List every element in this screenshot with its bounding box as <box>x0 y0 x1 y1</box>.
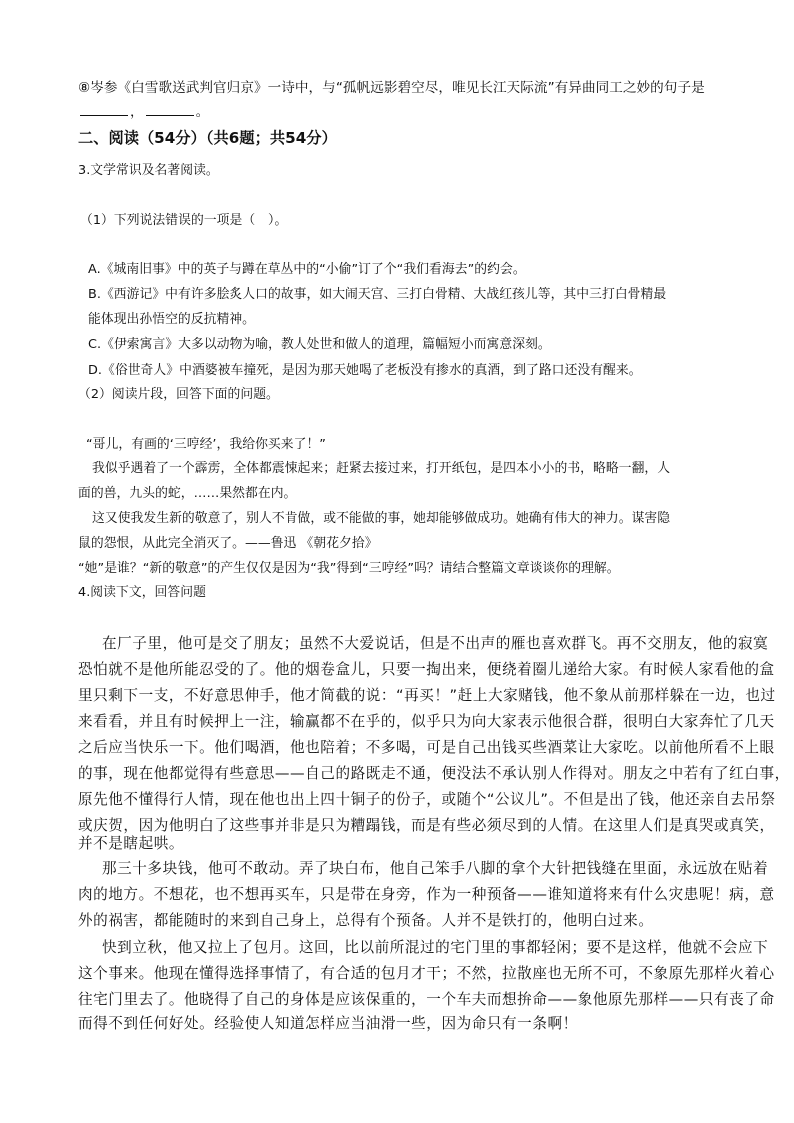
reading-text-line: 之后应当快乐一下。他们喝酒，他也陪着；不多喝，可是自己出钱买些酒菜让大家吃。以前他所看不上眼 <box>78 739 775 756</box>
reading-text-line: 往宅门里去了。他晓得了自己的身体是应该保重的，一个车夫而想拚命——象他原先那样——只有丧了命 <box>78 991 775 1008</box>
reading-text-line: 那三十多块钱，他可不敢动。弄了块白布，他自己笨手八脚的拿个大针把钱缝在里面，永远放在贴着 <box>102 860 769 877</box>
sub-question: （2）阅读片段，回答下面的问题。 <box>78 387 279 402</box>
question-line: “她”是谁？“新的敬意”的产生仅仅是因为“我”得到“三哼经”吗？请结合整篇文章谈谈你的理解。 <box>78 561 620 576</box>
reading-text-line: 恐怕就不是他所能忍受的了。他的烟卷盒儿，只要一掏出来，便绕着圈儿递给大家。有时候人家看他的盒 <box>78 661 775 678</box>
fill-blank-line <box>78 102 209 122</box>
answer-blank-2[interactable] <box>146 102 194 116</box>
blank-end: 。 <box>195 104 210 120</box>
option-b: B.《西游记》中有许多脍炙人口的故事，如大闹天宫、三打白骨精、大战红孩儿等，其中三打白骨精最 <box>88 287 667 302</box>
reading-text-line: 这个事来。他现在懂得选择事情了，有合适的包月才干；不然，拉散座也无所不可，不象原先那样火着心 <box>78 965 775 982</box>
reading-text-line: 在厂子里，他可是交了朋友；虽然不大爱说话，但是不出声的雁也喜欢群飞。再不交朋友，他的寂寞 <box>102 635 769 652</box>
sub-question: （1）下列说法错误的一项是（ ）。 <box>80 213 288 228</box>
reading-text-line: 里只剩下一支，不好意思伸手，他才简截的说：“再买！”赶上大家赌钱，他不象从前那样躲在一边，也过 <box>78 687 776 704</box>
option-a: A.《城南旧事》中的英子与蹲在草丛中的“小偷”订了个“我们看海去”的约会。 <box>88 262 526 277</box>
passage-line: 面的兽，九头的蛇，……果然都在内。 <box>78 486 297 501</box>
section-heading: 二、阅读（54分）（共6题；共54分） <box>78 129 337 147</box>
option-d: D.《俗世奇人》中酒婆被车撞死，是因为那天她喝了老板没有掺水的真酒，到了路口还没有醒来。 <box>88 363 642 378</box>
question-line: ⑧岑参《白雪歌送武判官归京》一诗中，与“孤帆远影碧空尽，唯见长江天际流”有异曲同工之妙的句子是 <box>78 80 705 96</box>
reading-text-line: 的事，现在他都觉得有些意思——自己的路既走不通，便没法不承认别人作得对。朋友之中若有了红白事， <box>78 765 790 782</box>
reading-text-line: 原先他不懂得行人情，现在他也出上四十铜子的份子，或随个“公议儿”。不但是出了钱，他还亲自去吊祭 <box>78 791 776 808</box>
answer-blank-1[interactable] <box>80 102 128 116</box>
question-title: 3.文学常识及名著阅读。 <box>78 163 219 178</box>
question-title: 4.阅读下文，回答问题 <box>78 585 206 600</box>
reading-text-line: 快到立秋，他又拉上了包月。这回，比以前所混过的宅门里的事都轻闲；要不是这样，他就不会应下 <box>102 939 769 956</box>
option-b-cont: 能体现出孙悟空的反抗精神。 <box>88 312 256 327</box>
reading-text-line: 来看看，并且有时候押上一注，输赢都不在乎的，似乎只为向大家表示他很合群，很明白大家奔忙了几天 <box>78 713 775 730</box>
passage-line: 鼠的怨恨，从此完全消灭了。——鲁迅 《朝花夕拾》 <box>78 536 378 551</box>
option-c: C.《伊索寓言》大多以动物为喻，教人处世和做人的道理，篇幅短小而寓意深刻。 <box>88 337 551 352</box>
reading-text-line: 或庆贺，因为他明白了这些事并非是只为糟蹋钱，而是有些必须尽到的人情。在这里人们是真哭或真笑， <box>78 817 775 834</box>
reading-text-line: 外的祸害，都能随时的来到自己身上，总得有个预备。人并不是铁打的，他明白过来。 <box>78 912 654 929</box>
passage-line: 我似乎遇着了一个霹雳，全体都震悚起来；赶紧去接过来，打开纸包，是四本小小的书，略略一翻，人 <box>92 461 671 476</box>
passage-line: “哥儿，有画的‘三哼经’，我给你买来了！” <box>86 437 326 452</box>
passage-line: 这又使我发生新的敬意了，别人不肯做，或不能做的事，她却能够做成功。她确有伟大的神力。谋害隐 <box>92 511 671 526</box>
reading-text-line: 而得不到任何好处。经验使人知道怎样应当油滑一些，因为命只有一条啊！ <box>78 1015 578 1032</box>
reading-text-line: 肉的地方。不想花，也不想再买车，只是带在身旁，作为一种预备——谁知道将来有什么灾患呢！病，意 <box>78 886 775 903</box>
reading-text-line: 并不是瞎起哄。 <box>78 835 185 852</box>
blank-separator: ， <box>130 104 144 120</box>
